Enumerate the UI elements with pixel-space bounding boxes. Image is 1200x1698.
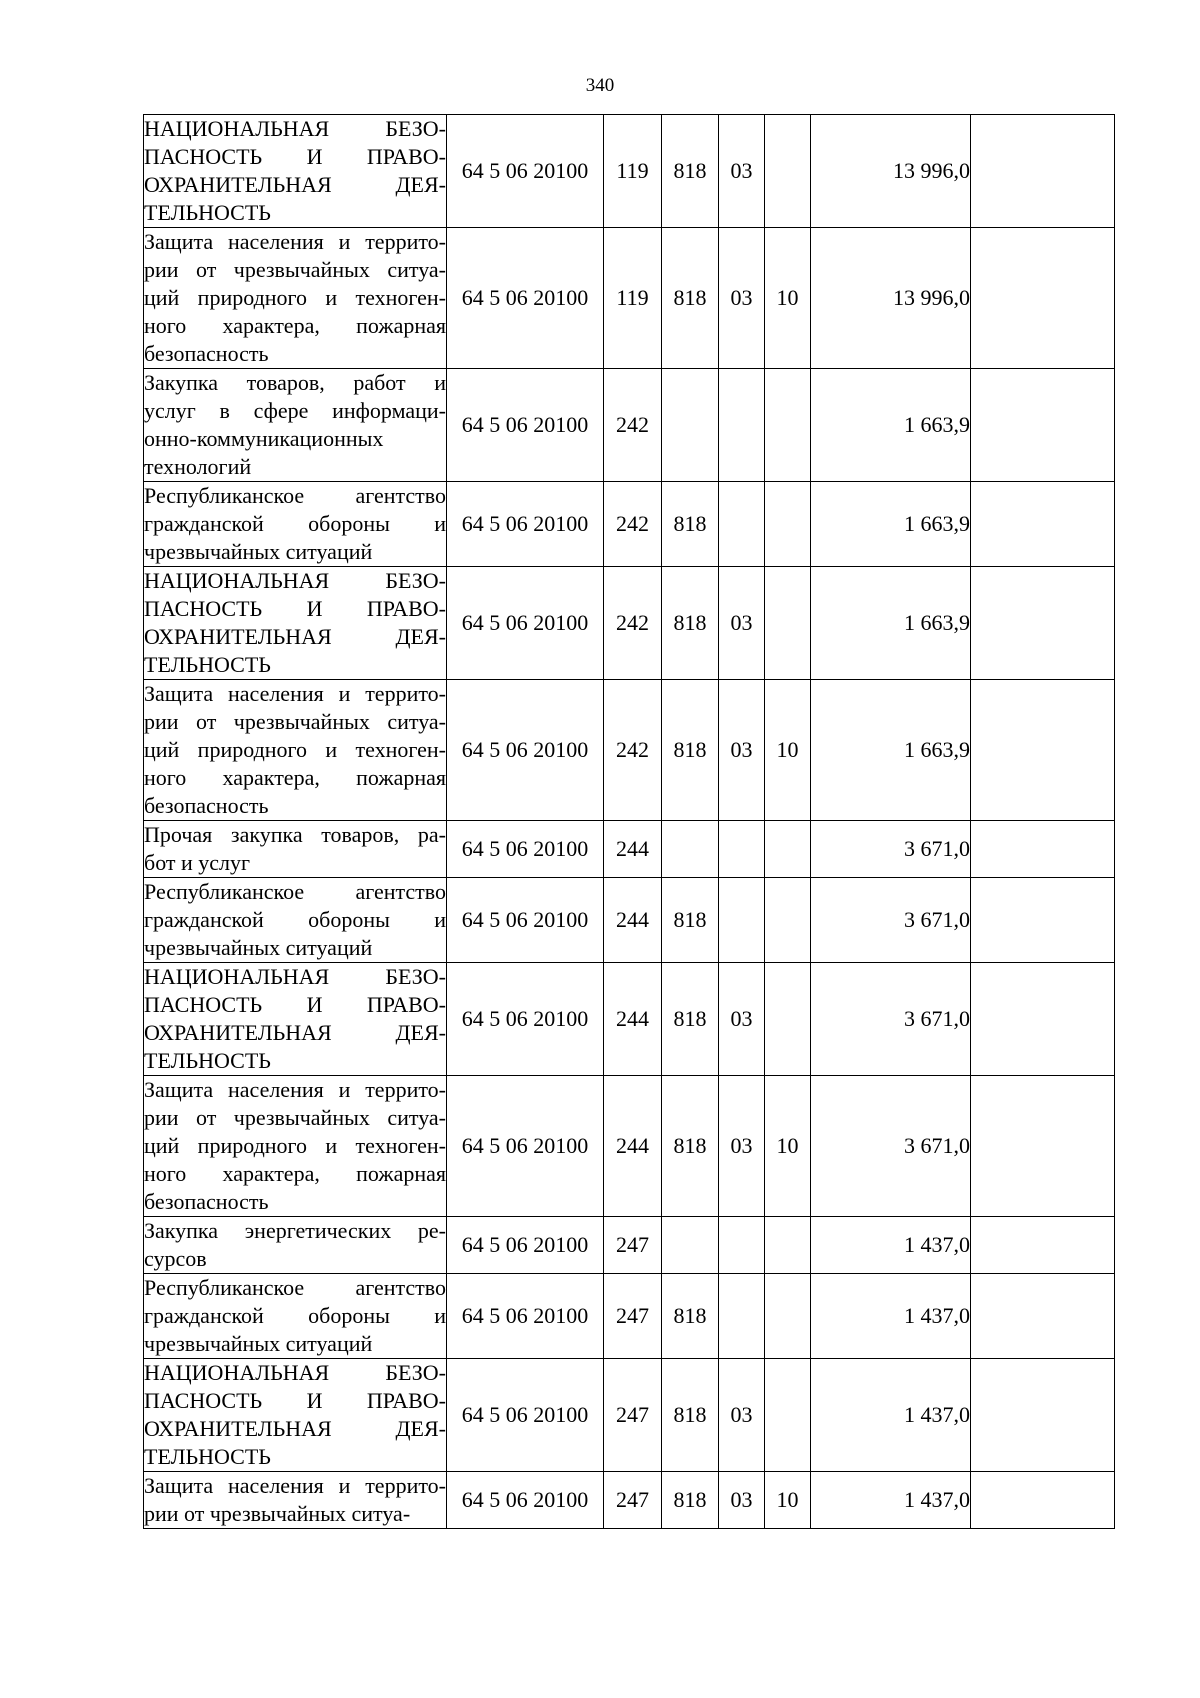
row-name-line: Республиканское агентство bbox=[144, 1275, 446, 1300]
extra-cell bbox=[971, 482, 1115, 567]
extra-cell bbox=[971, 228, 1115, 369]
row-name-line: гражданской обороны и bbox=[144, 1303, 446, 1328]
expense-type-cell: 244 bbox=[604, 1076, 662, 1217]
extra-cell bbox=[971, 963, 1115, 1076]
row-name-cell bbox=[144, 963, 447, 1076]
table-row bbox=[144, 680, 1115, 821]
ministry-code-cell: 818 bbox=[662, 1076, 719, 1217]
row-name-line: чрезвычайных ситуаций bbox=[144, 1331, 373, 1356]
subsection-cell: 10 bbox=[765, 1472, 811, 1529]
row-name-line: ций природного и техноген- bbox=[144, 737, 446, 762]
row-name-line: ного характера, пожарная bbox=[144, 313, 446, 338]
section-cell: 03 bbox=[719, 963, 765, 1076]
row-name-line: ного характера, пожарная bbox=[144, 1161, 446, 1186]
subsection-cell bbox=[765, 369, 811, 482]
expense-type-cell: 242 bbox=[604, 680, 662, 821]
subsection-cell: 10 bbox=[765, 228, 811, 369]
extra-cell bbox=[971, 821, 1115, 878]
amount-cell: 3 671,0 bbox=[811, 1076, 971, 1217]
row-name-cell bbox=[144, 821, 447, 878]
row-name-line: рии от чрезвычайных ситуа- bbox=[144, 1501, 411, 1526]
section-cell: 03 bbox=[719, 567, 765, 680]
amount-cell: 1 663,9 bbox=[811, 567, 971, 680]
table-row bbox=[144, 878, 1115, 963]
expense-type-cell: 247 bbox=[604, 1472, 662, 1529]
extra-cell bbox=[971, 369, 1115, 482]
target-article-cell: 64 5 06 20100 bbox=[447, 878, 604, 963]
target-article-cell: 64 5 06 20100 bbox=[447, 1076, 604, 1217]
ministry-code-cell: 818 bbox=[662, 567, 719, 680]
expense-type-cell: 119 bbox=[604, 115, 662, 228]
amount-cell: 3 671,0 bbox=[811, 878, 971, 963]
row-name-line: Республиканское агентство bbox=[144, 879, 446, 904]
extra-cell bbox=[971, 680, 1115, 821]
amount-cell: 1 437,0 bbox=[811, 1274, 971, 1359]
subsection-cell: 10 bbox=[765, 680, 811, 821]
expense-type-cell: 242 bbox=[604, 567, 662, 680]
amount-cell: 1 437,0 bbox=[811, 1359, 971, 1472]
amount-cell: 3 671,0 bbox=[811, 963, 971, 1076]
target-article-cell: 64 5 06 20100 bbox=[447, 228, 604, 369]
row-name-line: технологий bbox=[144, 454, 252, 479]
row-name-line: ТЕЛЬНОСТЬ bbox=[144, 200, 271, 225]
row-name-cell bbox=[144, 567, 447, 680]
ministry-code-cell: 818 bbox=[662, 878, 719, 963]
expense-type-cell: 247 bbox=[604, 1359, 662, 1472]
expense-type-cell: 244 bbox=[604, 821, 662, 878]
row-name-cell bbox=[144, 1217, 447, 1274]
row-name-line: ОХРАНИТЕЛЬНАЯ ДЕЯ- bbox=[144, 1416, 446, 1441]
expense-type-cell: 244 bbox=[604, 878, 662, 963]
table-body bbox=[144, 115, 1115, 1529]
section-cell bbox=[719, 821, 765, 878]
section-cell bbox=[719, 369, 765, 482]
target-article-cell: 64 5 06 20100 bbox=[447, 680, 604, 821]
target-article-cell: 64 5 06 20100 bbox=[447, 115, 604, 228]
extra-cell bbox=[971, 1217, 1115, 1274]
row-name-line: бот и услуг bbox=[144, 850, 251, 875]
expense-type-cell: 247 bbox=[604, 1274, 662, 1359]
row-name-line: ПАСНОСТЬ И ПРАВО- bbox=[144, 992, 446, 1017]
ministry-code-cell: 818 bbox=[662, 680, 719, 821]
section-cell bbox=[719, 482, 765, 567]
row-name-line: ций природного и техноген- bbox=[144, 1133, 446, 1158]
table-row bbox=[144, 228, 1115, 369]
row-name-line: Прочая закупка товаров, ра- bbox=[144, 822, 446, 847]
amount-cell: 13 996,0 bbox=[811, 228, 971, 369]
row-name-line: Закупка товаров, работ и bbox=[144, 370, 446, 395]
table-row bbox=[144, 567, 1115, 680]
section-cell: 03 bbox=[719, 1472, 765, 1529]
subsection-cell bbox=[765, 1274, 811, 1359]
row-name-line: гражданской обороны и bbox=[144, 511, 446, 536]
expense-type-cell: 242 bbox=[604, 369, 662, 482]
expense-type-cell: 244 bbox=[604, 963, 662, 1076]
row-name-line: НАЦИОНАЛЬНАЯ БЕЗО- bbox=[144, 1360, 446, 1385]
target-article-cell: 64 5 06 20100 bbox=[447, 963, 604, 1076]
ministry-code-cell: 818 bbox=[662, 115, 719, 228]
row-name-cell bbox=[144, 228, 447, 369]
row-name-line: ОХРАНИТЕЛЬНАЯ ДЕЯ- bbox=[144, 1020, 446, 1045]
target-article-cell: 64 5 06 20100 bbox=[447, 369, 604, 482]
extra-cell bbox=[971, 115, 1115, 228]
expense-type-cell: 119 bbox=[604, 228, 662, 369]
extra-cell bbox=[971, 1359, 1115, 1472]
subsection-cell bbox=[765, 963, 811, 1076]
table-row bbox=[144, 115, 1115, 228]
expense-type-cell: 242 bbox=[604, 482, 662, 567]
row-name-line: Республиканское агентство bbox=[144, 483, 446, 508]
row-name-line: ТЕЛЬНОСТЬ bbox=[144, 652, 271, 677]
row-name-line: чрезвычайных ситуаций bbox=[144, 539, 373, 564]
row-name-cell bbox=[144, 482, 447, 567]
extra-cell bbox=[971, 1472, 1115, 1529]
subsection-cell bbox=[765, 567, 811, 680]
row-name-line: Защита населения и террито- bbox=[144, 1077, 446, 1102]
row-name-cell bbox=[144, 878, 447, 963]
row-name-line: ТЕЛЬНОСТЬ bbox=[144, 1444, 271, 1469]
target-article-cell: 64 5 06 20100 bbox=[447, 1217, 604, 1274]
row-name-line: безопасность bbox=[144, 1189, 269, 1214]
row-name-line: чрезвычайных ситуаций bbox=[144, 935, 373, 960]
table-row bbox=[144, 482, 1115, 567]
ministry-code-cell: 818 bbox=[662, 228, 719, 369]
section-cell: 03 bbox=[719, 115, 765, 228]
amount-cell: 1 437,0 bbox=[811, 1217, 971, 1274]
extra-cell bbox=[971, 567, 1115, 680]
row-name-line: Защита населения и террито- bbox=[144, 1473, 446, 1498]
subsection-cell bbox=[765, 115, 811, 228]
ministry-code-cell: 818 bbox=[662, 1359, 719, 1472]
expense-type-cell: 247 bbox=[604, 1217, 662, 1274]
target-article-cell: 64 5 06 20100 bbox=[447, 482, 604, 567]
row-name-line: услуг в сфере информаци- bbox=[144, 398, 446, 423]
table-row bbox=[144, 1359, 1115, 1472]
row-name-line: рии от чрезвычайных ситуа- bbox=[144, 1105, 446, 1130]
row-name-line: НАЦИОНАЛЬНАЯ БЕЗО- bbox=[144, 568, 446, 593]
ministry-code-cell: 818 bbox=[662, 1274, 719, 1359]
section-cell bbox=[719, 1217, 765, 1274]
row-name-line: НАЦИОНАЛЬНАЯ БЕЗО- bbox=[144, 116, 446, 141]
table-row bbox=[144, 1472, 1115, 1529]
amount-cell: 13 996,0 bbox=[811, 115, 971, 228]
row-name-cell bbox=[144, 1274, 447, 1359]
row-name-cell bbox=[144, 115, 447, 228]
section-cell bbox=[719, 1274, 765, 1359]
row-name-cell bbox=[144, 680, 447, 821]
row-name-line: гражданской обороны и bbox=[144, 907, 446, 932]
row-name-line: ций природного и техноген- bbox=[144, 285, 446, 310]
table-row bbox=[144, 821, 1115, 878]
row-name-line: рии от чрезвычайных ситуа- bbox=[144, 709, 446, 734]
row-name-line: ОХРАНИТЕЛЬНАЯ ДЕЯ- bbox=[144, 172, 446, 197]
subsection-cell bbox=[765, 821, 811, 878]
amount-cell: 1 663,9 bbox=[811, 482, 971, 567]
extra-cell bbox=[971, 1274, 1115, 1359]
ministry-code-cell: 818 bbox=[662, 963, 719, 1076]
row-name-line: Закупка энергетических ре- bbox=[144, 1218, 446, 1243]
subsection-cell bbox=[765, 482, 811, 567]
row-name-line: ПАСНОСТЬ И ПРАВО- bbox=[144, 596, 446, 621]
amount-cell: 1 437,0 bbox=[811, 1472, 971, 1529]
row-name-line: ного характера, пожарная bbox=[144, 765, 446, 790]
row-name-line: ПАСНОСТЬ И ПРАВО- bbox=[144, 144, 446, 169]
subsection-cell bbox=[765, 878, 811, 963]
section-cell: 03 bbox=[719, 228, 765, 369]
ministry-code-cell: 818 bbox=[662, 482, 719, 567]
table-row bbox=[144, 1076, 1115, 1217]
extra-cell bbox=[971, 878, 1115, 963]
row-name-line: ТЕЛЬНОСТЬ bbox=[144, 1048, 271, 1073]
ministry-code-cell: 818 bbox=[662, 1472, 719, 1529]
page-number: 340 bbox=[585, 75, 615, 96]
row-name-line: НАЦИОНАЛЬНАЯ БЕЗО- bbox=[144, 964, 446, 989]
target-article-cell: 64 5 06 20100 bbox=[447, 1359, 604, 1472]
budget-table bbox=[143, 114, 1115, 1529]
section-cell: 03 bbox=[719, 1359, 765, 1472]
amount-cell: 3 671,0 bbox=[811, 821, 971, 878]
target-article-cell: 64 5 06 20100 bbox=[447, 567, 604, 680]
row-name-cell bbox=[144, 369, 447, 482]
row-name-line: Защита населения и террито- bbox=[144, 229, 446, 254]
table-row bbox=[144, 1217, 1115, 1274]
target-article-cell: 64 5 06 20100 bbox=[447, 1472, 604, 1529]
table-row bbox=[144, 963, 1115, 1076]
section-cell: 03 bbox=[719, 1076, 765, 1217]
row-name-line: ОХРАНИТЕЛЬНАЯ ДЕЯ- bbox=[144, 624, 446, 649]
subsection-cell: 10 bbox=[765, 1076, 811, 1217]
row-name-line: безопасность bbox=[144, 793, 269, 818]
ministry-code-cell bbox=[662, 369, 719, 482]
extra-cell bbox=[971, 1076, 1115, 1217]
ministry-code-cell bbox=[662, 1217, 719, 1274]
row-name-cell bbox=[144, 1472, 447, 1529]
table-row bbox=[144, 1274, 1115, 1359]
target-article-cell: 64 5 06 20100 bbox=[447, 821, 604, 878]
subsection-cell bbox=[765, 1359, 811, 1472]
amount-cell: 1 663,9 bbox=[811, 680, 971, 821]
row-name-line: онно-коммуникационных bbox=[144, 426, 384, 451]
row-name-line: ПАСНОСТЬ И ПРАВО- bbox=[144, 1388, 446, 1413]
ministry-code-cell bbox=[662, 821, 719, 878]
table-row bbox=[144, 369, 1115, 482]
amount-cell: 1 663,9 bbox=[811, 369, 971, 482]
row-name-line: рии от чрезвычайных ситуа- bbox=[144, 257, 446, 282]
subsection-cell bbox=[765, 1217, 811, 1274]
row-name-line: сурсов bbox=[144, 1246, 207, 1271]
section-cell: 03 bbox=[719, 680, 765, 821]
target-article-cell: 64 5 06 20100 bbox=[447, 1274, 604, 1359]
row-name-line: Защита населения и террито- bbox=[144, 681, 446, 706]
section-cell bbox=[719, 878, 765, 963]
row-name-cell bbox=[144, 1359, 447, 1472]
row-name-line: безопасность bbox=[144, 341, 269, 366]
row-name-cell bbox=[144, 1076, 447, 1217]
